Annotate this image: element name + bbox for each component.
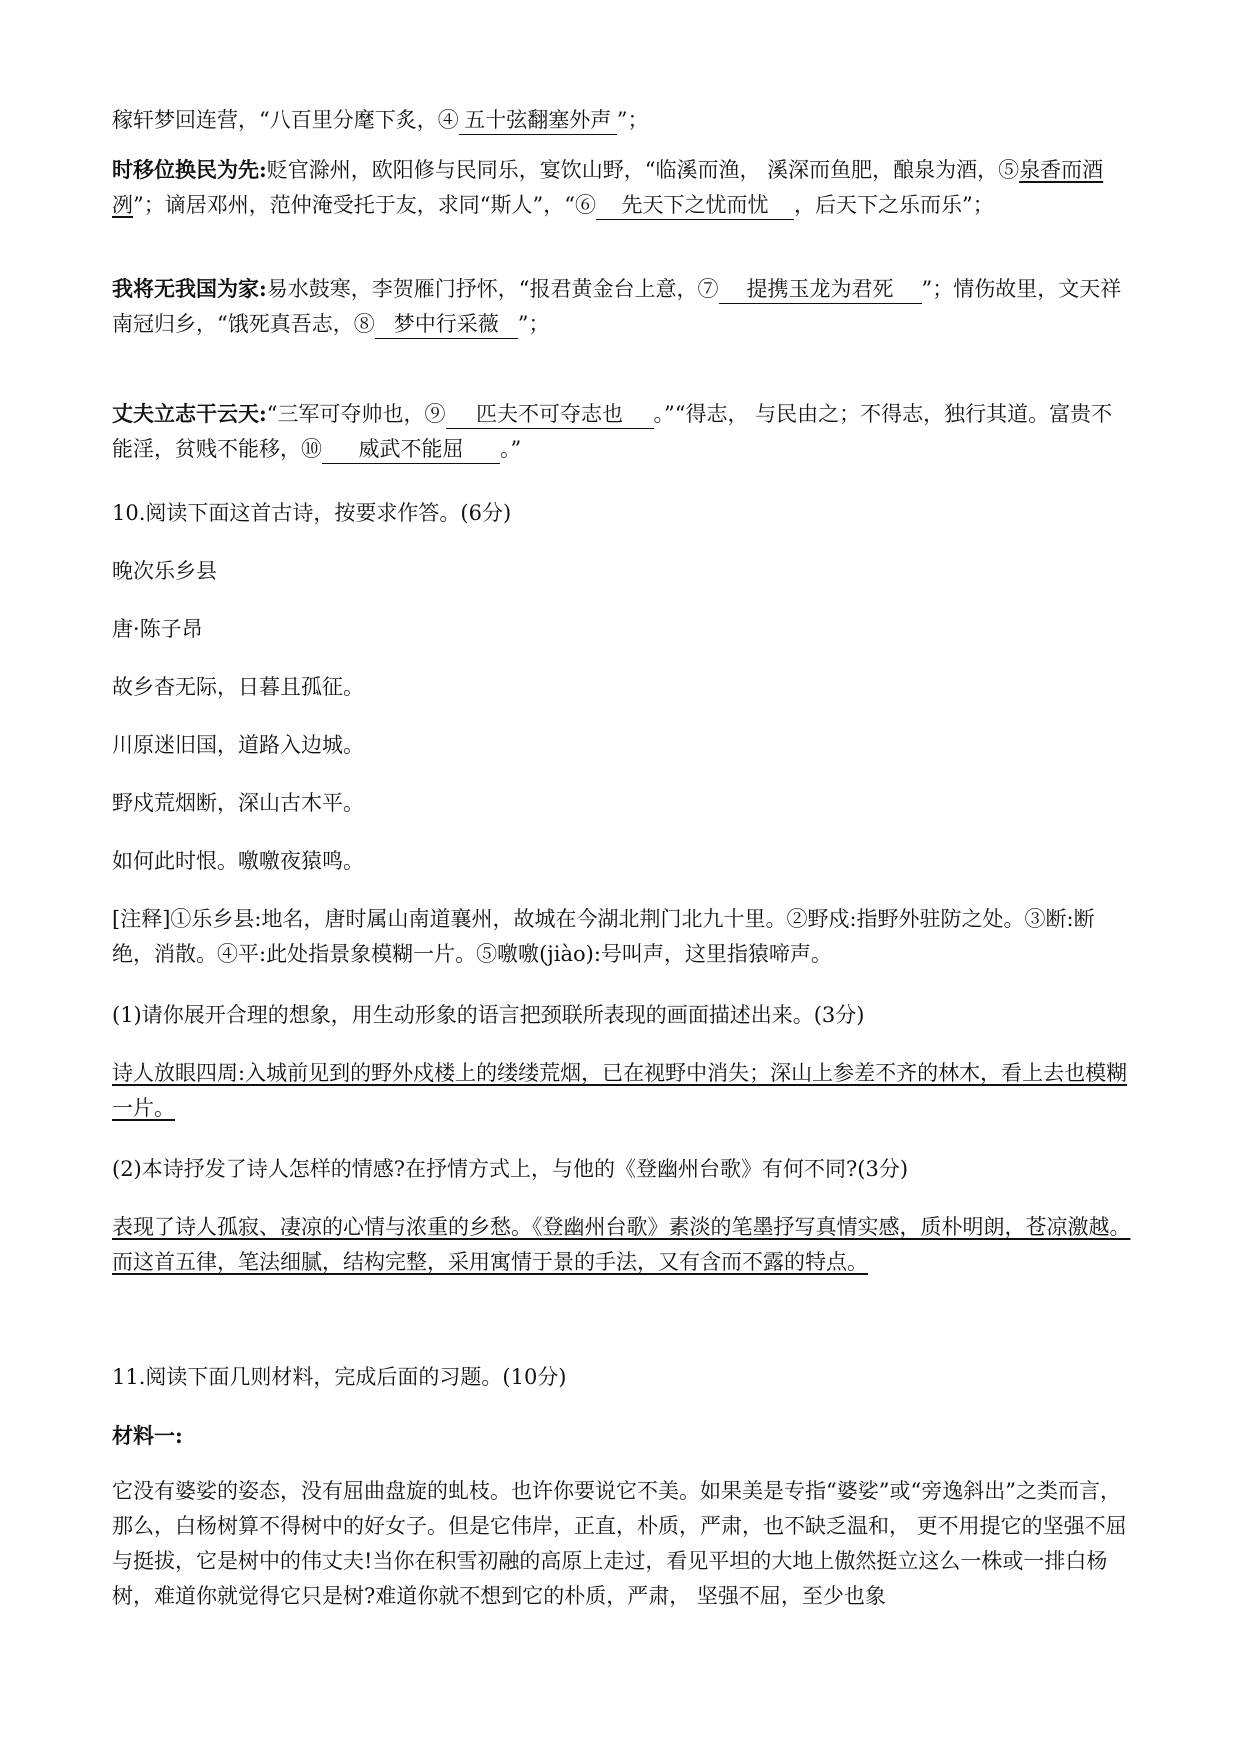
answer-blank: 威武不能屈: [322, 435, 500, 464]
fill-blank-paragraph-4: 丈夫立志干云天:“三军可夺帅也，⑨ 匹夫不可夺志也 。”“得志， 与民由之；不得志，独行其道。富贵不能淫，贫贱不能移，⑩ 威武不能屈 。”: [112, 396, 1132, 467]
question-10-2: (2)本诗抒发了诗人怎样的情感?在抒情方式上，与他的《登幽州台歌》有何不同?(3分): [112, 1157, 909, 1181]
answer-blank: 提携玉龙为君死: [719, 275, 922, 304]
answer-blank: 五十弦翻塞外声: [459, 106, 617, 135]
section-lead: 时移位换民为先:: [112, 157, 267, 182]
poem-line: 川原迷旧国，道路入边城。: [112, 733, 364, 757]
answer-blank: 先天下之忧而忧: [596, 191, 794, 220]
material-1-text: 它没有婆娑的姿态，没有屈曲盘旋的虬枝。也许你要说它不美。如果美是专指“婆娑”或“旁逸斜出”之类而言，那么，白杨树算不得树中的好女子。但是它伟岸，正直，朴质，严肃，也不缺乏温和， 更不用提它的坚强不屈与挺拔，它是树中的伟丈夫!当你在积雪初融的高原上走过，看见平坦的大地上傲然挺立这么一株或一排白杨树，难道你就觉得它只是树?难道你就不想到它的朴质，严肃， 坚强不屈，至少也象: [112, 1479, 1127, 1608]
section-lead: 我将无我国为家:: [112, 276, 267, 301]
fill-blank-paragraph-2: 时移位换民为先:贬官滁州，欧阳修与民同乐，宴饮山野，“临溪而渔， 溪深而鱼肥，酿泉为酒，⑤泉香而酒冽”；谪居邓州，范仲淹受托于友，求同“斯人”，“⑥ 先天下之忧而忧 ，后天下之乐而乐”；: [112, 152, 1132, 223]
poem-line: 如何此时恨。噭噭夜猿鸣。: [112, 849, 364, 873]
poem-line: 故乡杳无际，日暮且孤征。: [112, 675, 364, 699]
poem-annotation: [注释]①乐乡县:地名，唐时属山南道襄州，故城在今湖北荆门北九十里。②野戍:指野外驻防之处。③断:断绝，消散。④平:此处指景象模糊一片。⑤噭噭(jiào):号叫声，这里指猿啼声。: [112, 907, 1095, 966]
material-1-title: 材料一:: [112, 1423, 183, 1448]
answer-10-1: 诗人放眼四周:入城前见到的野外戍楼上的缕缕荒烟，已在视野中消失；深山上参差不齐的林木，看上去也模糊一片。: [112, 1061, 1128, 1120]
poem-author: 唐·陈子昂: [112, 617, 203, 641]
answer-blank: 匹夫不可夺志也: [446, 400, 654, 429]
question-10-heading: 10.阅读下面这首古诗，按要求作答。(6分): [112, 501, 512, 525]
question-10-1: (1)请你展开合理的想象，用生动形象的语言把颈联所表现的画面描述出来。(3分): [112, 1003, 865, 1027]
section-lead: 丈夫立志干云天:: [112, 401, 267, 426]
fill-blank-paragraph-3: 我将无我国为家:易水鼓寒，李贺雁门抒怀，“报君黄金台上意，⑦ 提携玉龙为君死 ”；情伤故里，文天祥南冠归乡，“饿死真吾志，⑧ 梦中行采薇 ”；: [112, 271, 1132, 342]
answer-10-2: 表现了诗人孤寂、凄凉的心情与浓重的乡愁。《登幽州台歌》素淡的笔墨抒写真情实感，质朴明朗，苍凉激越。而这首五律，笔法细腻，结构完整，采用寓情于景的手法，又有含而不露的特点。: [112, 1215, 1131, 1274]
answer-blank: 梦中行采薇: [375, 310, 518, 339]
fill-blank-line-1: 稼轩梦回连营，“八百里分麾下炙，④ 五十弦翻塞外声 ”；: [112, 103, 1132, 138]
question-11-heading: 11.阅读下面几则材料，完成后面的习题。(10分): [112, 1365, 567, 1389]
answer-blank: 泉香而酒冽: [112, 158, 1104, 217]
poem-title: 晚次乐乡县: [112, 559, 217, 583]
poem-line: 野戍荒烟断，深山古木平。: [112, 791, 364, 815]
